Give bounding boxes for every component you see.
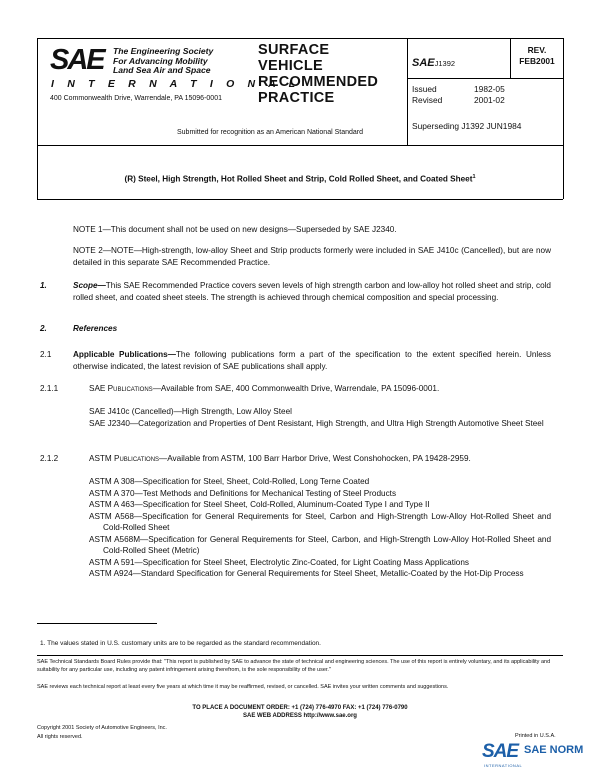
astm-reference-1: ASTM A 308—Specification for Steel, Sheet, Cold-Rolled, Long Terne Coated bbox=[89, 477, 370, 486]
footnote-1: 1. The values stated in U.S. customary units are to be regarded as the standard recommendation. bbox=[40, 640, 321, 647]
superseding-note: Superseding J1392 JUN1984 bbox=[412, 121, 522, 131]
society-tagline bbox=[113, 47, 263, 76]
watermark-logo: SAE bbox=[482, 741, 519, 762]
web-address: SAE WEB ADDRESS http://www.sae.org bbox=[243, 713, 357, 719]
watermark-text: SAE NORM bbox=[524, 744, 584, 756]
frame-right-rule bbox=[563, 38, 564, 199]
ansi-submission-note: Submitted for recognition as an American National Standard bbox=[177, 129, 363, 136]
sae-publications-heading: SAE Publications bbox=[89, 384, 153, 393]
astm-publications bbox=[89, 453, 551, 465]
tagline-line-1: The Engineering Society bbox=[113, 46, 214, 56]
section-1-scope bbox=[73, 280, 551, 303]
international-wordmark: I N T E R N A T I O N A L bbox=[51, 78, 301, 90]
title-text: (R) Steel, High Strength, Hot Rolled Sheet and Strip, Cold Rolled Sheet, and Coated Sheet bbox=[124, 174, 473, 184]
references-heading: References bbox=[73, 324, 118, 333]
tagline-line-3: Land Sea Air and Space bbox=[113, 65, 211, 75]
applicable-publications bbox=[73, 349, 551, 372]
sae-reference-2-text: SAE J2340—Categorization and Properties of Dent Resistant, High Strength, and Ultra High Strength Automotive Sheet Steel bbox=[89, 419, 544, 428]
revised-label: Revised bbox=[412, 95, 443, 105]
scope-text: This SAE Recommended Practice covers seven levels of high strength carbon and low-alloy hot rolled sheet and strip, cold rolled sheet, and coated sheet steels. The strength is achieved through chemical composition and special processing. bbox=[73, 281, 551, 302]
policy-statement: SAE Technical Standards Board Rules provide that: "This report is published by SAE to advance the state of technical and engineering sciences. The use of this report is entirely voluntary, and its applicability and suitability for any particular use, including any patent infringement arising therefrom, is the sole responsibility of the user." bbox=[37, 659, 551, 673]
section-2-1-2-number: 2.1.2 bbox=[40, 454, 59, 463]
section-2-1-1-number: 2.1.1 bbox=[40, 384, 59, 393]
order-line: TO PLACE A DOCUMENT ORDER: +1 (724) 776-4970 FAX: +1 (724) 776-0790 bbox=[192, 705, 408, 711]
society-address: 400 Commonwealth Drive, Warrendale, PA 15096-0001 bbox=[50, 95, 222, 102]
document-type bbox=[258, 42, 378, 106]
issued-label: Issued bbox=[412, 84, 437, 94]
section-1-number: 1. bbox=[40, 281, 47, 290]
footnote-rule bbox=[37, 623, 157, 624]
doc-type-line-4: PRACTICE bbox=[258, 90, 335, 106]
doc-type-line-3: RECOMMENDED bbox=[258, 74, 379, 90]
sae-reference-1: SAE J410c (Cancelled)—High Strength, Low Alloy Steel bbox=[89, 407, 292, 416]
policy-top-rule bbox=[37, 655, 563, 656]
revised-date: 2001-02 bbox=[474, 95, 505, 105]
applicable-publications-heading: Applicable Publications— bbox=[73, 350, 176, 359]
note-1: NOTE 1—This document shall not be used on new designs—Superseded by SAE J2340. bbox=[73, 225, 397, 234]
tagline-line-2: For Advancing Mobility bbox=[113, 55, 208, 66]
rev-bottom-rule bbox=[407, 78, 563, 79]
astm-reference-7: ASTM A924—Standard Specification for General Requirements for Steel Sheet, Metallic-Coated by the Hot-Dip Process bbox=[89, 569, 524, 578]
doc-number-prefix: SAE bbox=[412, 57, 435, 69]
header-divider-rule bbox=[407, 38, 408, 145]
astm-publications-heading: ASTM Publications bbox=[89, 454, 160, 463]
sae-publications-text: —Available from SAE, 400 Commonwealth Drive, Warrendale, PA 15096-0001. bbox=[152, 384, 440, 393]
document-number bbox=[412, 53, 455, 71]
astm-reference-3: ASTM A 463—Specification for Steel Sheet, Cold-Rolled, Aluminum-Coated Type I and Type II bbox=[89, 500, 430, 509]
copyright-line-1: Copyright 2001 Society of Automotive Engineers, Inc. bbox=[37, 725, 167, 731]
note-2: NOTE 2—NOTE—High-strength, low-alloy Sheet and Strip products formerly were included in SAE J410c (Cancelled), but are now detailed in this separate SAE Recommended Practice. bbox=[73, 246, 551, 267]
section-2-1-number: 2.1 bbox=[40, 350, 52, 359]
rev-label: REV. bbox=[527, 45, 547, 55]
astm-reference-2: ASTM A 370—Test Methods and Definitions for Mechanical Testing of Steel Products bbox=[89, 488, 397, 498]
issued-date: 1982-05 bbox=[474, 84, 505, 94]
sae-logo: SAE bbox=[50, 44, 104, 76]
astm-reference-4: ASTM A568—Specification for General Requirements for Steel, Carbon and High-Strength Low-Alloy Hot-Rolled Sheet and Cold-Rolled Sheet bbox=[89, 511, 551, 532]
revision-box bbox=[511, 45, 563, 67]
printed-in: Printed in U.S.A. bbox=[515, 733, 556, 739]
astm-reference-list bbox=[89, 476, 551, 580]
sae-reference-2 bbox=[89, 418, 551, 430]
astm-reference-6: ASTM A 591—Specification for Steel Sheet, Electrolytic Zinc-Coated, for Light Coating Mass Applications bbox=[89, 557, 469, 567]
sae-norm-watermark bbox=[482, 741, 598, 771]
document-title bbox=[37, 174, 563, 184]
doc-type-line-2: VEHICLE bbox=[258, 58, 323, 74]
header-bottom-rule bbox=[37, 145, 563, 146]
watermark-sub: INTERNATIONAL bbox=[484, 763, 523, 768]
astm-reference-5: ASTM A568M—Specification for General Requirements for Steel, Carbon, and High-Strength Low-Alloy Hot-Rolled Sheet and Cold-Rolled Sheet (Metric) bbox=[89, 534, 551, 555]
rev-value: FEB2001 bbox=[519, 56, 555, 66]
review-statement: SAE reviews each technical report at least every five years at which time it may be reaffirmed, revised, or cancelled. SAE invites your written comments and suggestions. bbox=[37, 684, 449, 690]
applicable-publications-text: The following publications form a part of the specification to the extent specified herein. Unless otherwise indicated, the latest revision of SAE publications shall apply. bbox=[73, 350, 551, 371]
section-2-number: 2. bbox=[40, 324, 47, 333]
doc-type-line-1: SURFACE bbox=[258, 42, 330, 58]
header-top-rule bbox=[37, 38, 563, 39]
copyright-line-2: All rights reserved. bbox=[37, 734, 83, 740]
scope-heading: Scope— bbox=[73, 281, 106, 290]
doc-number: J1392 bbox=[434, 59, 456, 68]
sae-publications bbox=[89, 383, 551, 395]
title-bottom-rule bbox=[37, 199, 563, 200]
title-footnote-mark: 1 bbox=[472, 174, 476, 180]
astm-publications-text: —Available from ASTM, 100 Barr Harbor Drive, West Conshohocken, PA 19428-2959. bbox=[159, 454, 471, 463]
